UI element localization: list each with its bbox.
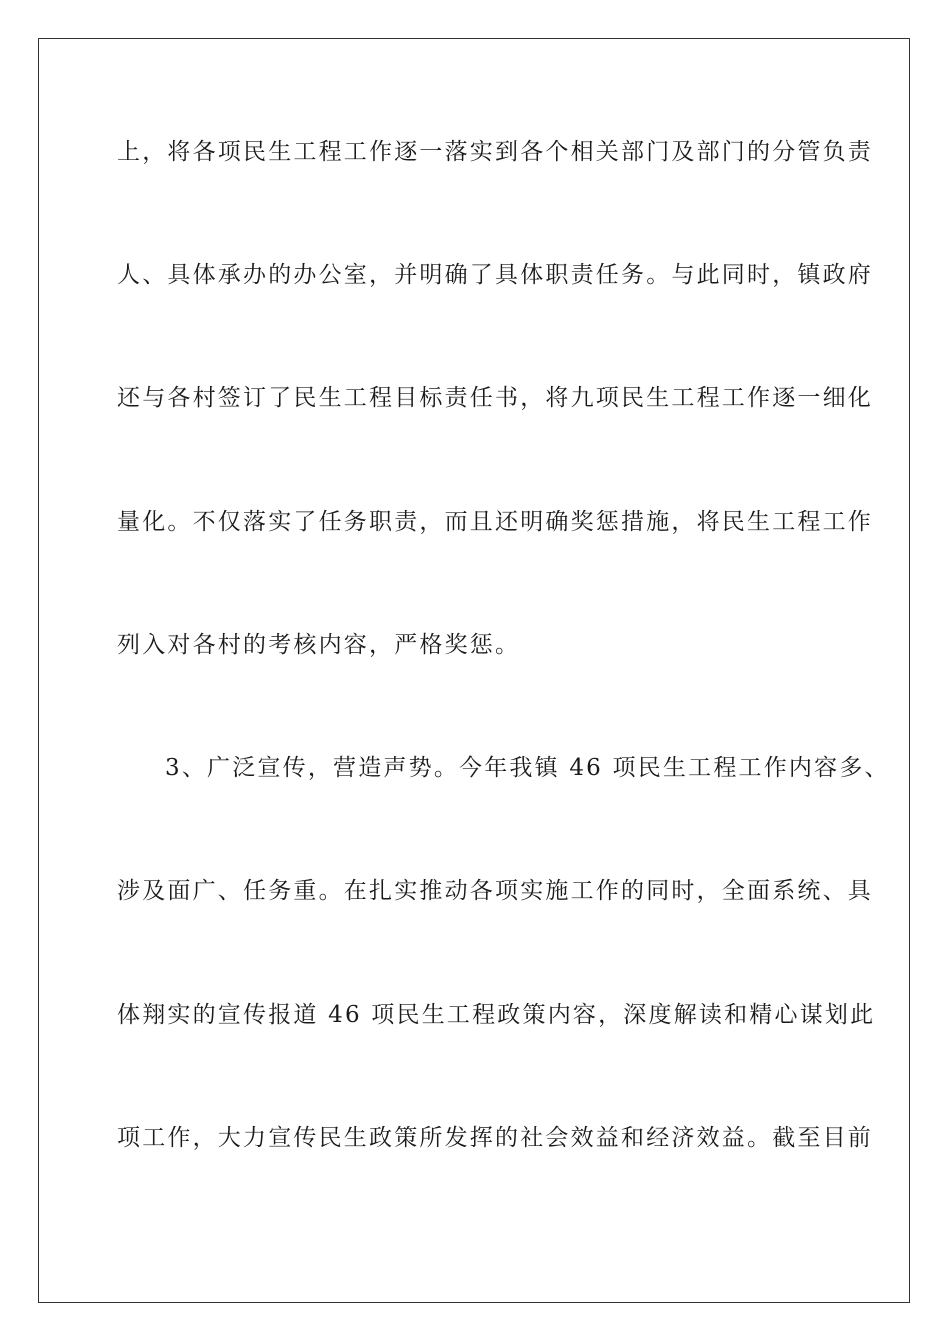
text-line-1: 上，将各项民生工程工作逐一落实到各个相关部门及部门的分管负责	[117, 139, 873, 165]
text-line-5: 列入对各村的考核内容，严格奖惩。	[117, 632, 521, 658]
text-line-4: 量化。不仅落实了任务职责，而且还明确奖惩措施，将民生工程工作	[117, 509, 873, 535]
text-line-6: 3、广泛宣传，营造声势。今年我镇 46 项民生工程工作内容多、	[165, 755, 890, 781]
page-border	[38, 38, 910, 1303]
text-line-9: 项工作，大力宣传民生政策所发挥的社会效益和经济效益。截至目前	[117, 1125, 873, 1151]
text-line-7: 涉及面广、任务重。在扎实推动各项实施工作的同时，全面系统、具	[117, 878, 873, 904]
text-line-2: 人、具体承办的办公室，并明确了具体职责任务。与此同时，镇政府	[117, 262, 873, 288]
text-line-8: 体翔实的宣传报道 46 项民生工程政策内容，深度解读和精心谋划此	[117, 1002, 876, 1028]
text-line-3: 还与各村签订了民生工程目标责任书，将九项民生工程工作逐一细化	[117, 385, 873, 411]
